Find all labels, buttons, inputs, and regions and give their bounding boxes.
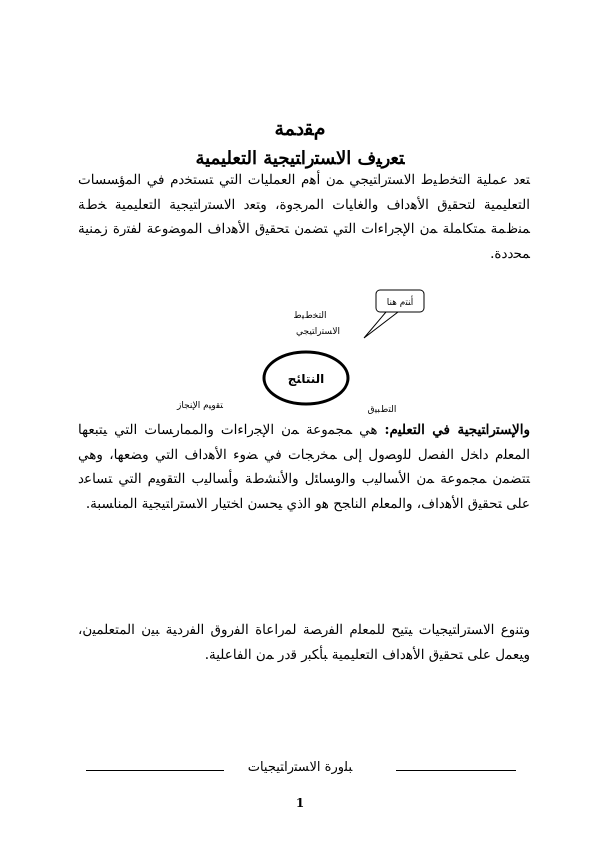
- footer-title: ﺒﻠﻭﺭﺓ ﺍﻻﺴﺘﺭﺍﺘﻴﺠﻴﺎﺕ: [247, 760, 353, 775]
- results-label: ﺍﻟﻨﺘﺎﺌﺞ: [287, 372, 325, 386]
- strategy-cycle-diagram: [176, 288, 426, 418]
- planning-label-line1: ﺍﻟﺘﺨﻁﻴﻁ: [293, 311, 327, 321]
- definition-heading: ﻭﺍﻹﺴﺘﺭﺍﺘﻴﺠﻴﺔ ﻓﻲ ﺍﻟﺘﻌﻠﻴﻡ:: [384, 422, 530, 438]
- definition-paragraph: [78, 418, 530, 516]
- planning-label-line2: ﺍﻻﺴﺘﺭﺍﺘﻴﺠﻲ: [296, 327, 340, 337]
- callout-pointer: [364, 312, 398, 338]
- section-heading: ﺘﻌﺭﻴﻑ ﺍﻻﺴﺘﺭﺍﺘﻴﺠﻴﺔ ﺍﻟﺘﻌﻠﻴﻤﻴﺔ: [195, 148, 405, 169]
- diversity-paragraph: ﻭﺘﻨﻭﻉ ﺍﻻﺴﺘﺭﺍﺘﻴﺠﻴﺎﺕ ﻴﺘﻴﺢ ﻟﻠﻤﻌﻠﻡ ﺍﻟﻔﺭﺼﺔ ﻟﻤﺭﺍﻋﺎﺓ ﺍﻟﻔﺭﻭﻕ ﺍﻟﻔﺭﺩﻴﺔ ﺒﻴﻥ ﺍﻟﻤﺘﻌﻠﻤﻴﻥ، ﻭﻴﻌﻤل ﻋﻠﻰ ﺘﺤﻘﻴﻕ ﺍﻷﻫﺩﺍﻑ ﺍﻟﺘﻌﻠﻴﻤﻴﺔ ﺒﺄﻜﺒﺭ ﻗﺩﺭ ﻤﻥ ﺍﻟﻔﺎﻋﻠﻴﺔ.: [78, 622, 530, 663]
- page-number: 1: [295, 796, 305, 810]
- definition-text: ﻫﻲ ﻤﺠﻤﻭﻋﺔ ﻤﻥ ﺍﻹﺠﺭﺍﺀﺍﺕ ﻭﺍﻟﻤﻤﺎﺭﺴﺎﺕ ﺍﻟﺘﻲ ﻴﺘﺒﻌﻬﺎ ﺍﻟﻤﻌﻠﻡ ﺩﺍﺨل ﺍﻟﻔﺼل ﻟﻠﻭﺼﻭل ﺇﻟﻰ ﻤﺨﺭﺠﺎﺕ ﻓﻲ ﻀﻭﺀ ﺍﻷﻫﺩﺍﻑ ﺍﻟﺘﻲ ﻭﻀﻌﻬﺎ، ﻭﻫﻲ ﺘﺘﻀﻤﻥ ﻤﺠﻤﻭﻋﺔ ﻤﻥ ﺍﻷﺴﺎﻟﻴﺏ ﻭﺍﻟﻭﺴﺎﺌل ﻭﺍﻷﻨﺸﻁﺔ ﻭﺃﺴﺎﻟﻴﺏ ﺍﻟﺘﻘﻭﻴﻡ ﺍﻟﺘﻲ ﺘﺴﺎﻋﺩ ﻋﻠﻰ ﺘﺤﻘﻴﻕ ﺍﻷﻫﺩﺍﻑ، ﻭﺍﻟﻤﻌﻠﻡ ﺍﻟﻨﺎﺠﺢ ﻫﻭ ﺍﻟﺫﻱ ﻴﺤﺴﻥ ﺍﺨﺘﻴﺎﺭ ﺍﻻﺴﺘﺭﺍﺘﻴﺠﻴﺔ ﺍﻟﻤﻨﺎﺴﺒﺔ.: [78, 422, 530, 512]
- callout-label: ﺃﻨﺘﻡ ﻫﻨﺎ: [386, 298, 414, 308]
- document-title: ﻡﻘﺩﻤﺔ: [274, 118, 326, 140]
- application-label: ﺍﻟﺘﻁﺒﻴﻕ: [367, 405, 397, 415]
- evaluation-label: ﺘﻘﻭﻴﻡ ﺍﻹﻨﺠﺎﺯ: [176, 401, 224, 411]
- intro-paragraph: ﺘﻌﺩ ﻋﻤﻠﻴﺔ ﺍﻟﺘﺨﻁﻴﻁ ﺍﻻﺴﺘﺭﺍﺘﻴﺠﻲ ﻤﻥ ﺃﻫﻡ ﺍﻟﻌﻤﻠﻴﺎﺕ ﺍﻟﺘﻲ ﺘﺴﺘﺨﺩﻡ ﻓﻲ ﺍﻟﻤﺅﺴﺴﺎﺕ ﺍﻟﺘﻌﻠﻴﻤﻴﺔ ﻟﺘﺤﻘﻴﻕ ﺍﻷﻫﺩﺍﻑ ﻭﺍﻟﻐﺎﻴﺎﺕ ﺍﻟﻤﺭﺠﻭﺓ، ﻭﺘﻌﺩ ﺍﻻﺴﺘﺭﺍﺘﻴﺠﻴﺔ ﺍﻟﺘﻌﻠﻴﻤﻴﺔ ﺨﻁﺔ ﻤﻨﻅﻤﺔ ﻤﺘﻜﺎﻤﻠﺔ ﻤﻥ ﺍﻹﺠﺭﺍﺀﺍﺕ ﺍﻟﺘﻲ ﺘﻀﻤﻥ ﺘﺤﻘﻴﻕ ﺍﻷﻫﺩﺍﻑ ﺍﻟﻤﻭﻀﻭﻋﺔ ﻟﻔﺘﺭﺓ ﺯﻤﻨﻴﺔ ﻤﺤﺩﺩﺓ.: [78, 172, 530, 262]
